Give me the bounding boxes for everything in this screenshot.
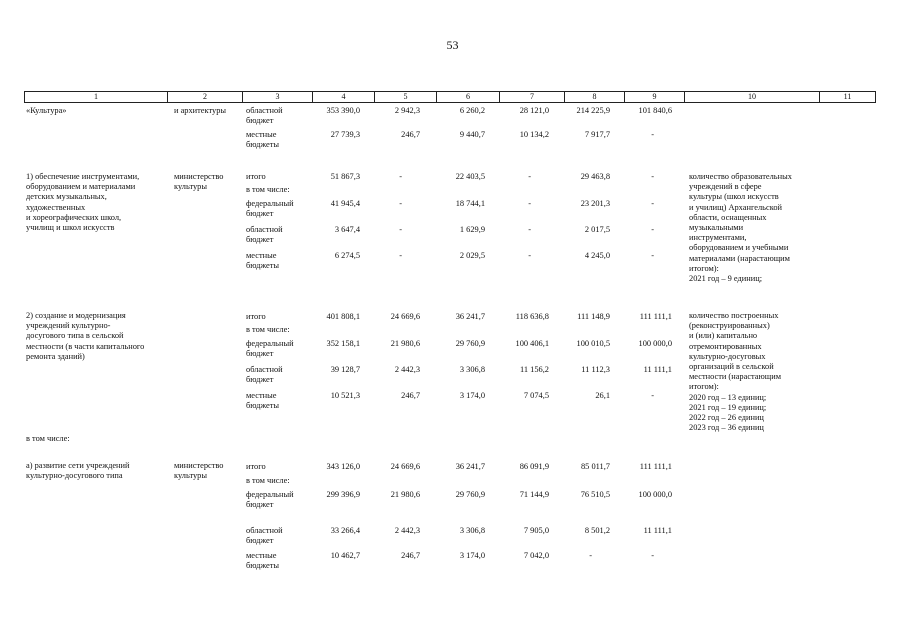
amount-cell: 111 111,1	[639, 312, 672, 321]
header-cell-1: 1	[25, 92, 168, 102]
row-title: 1) обеспечение инструментами,	[26, 172, 140, 181]
amount-cell: 29 760,9	[455, 339, 485, 348]
target-indicator: оборудованием и учебными	[689, 243, 789, 253]
target-indicator: и училищ) Архангельской	[689, 202, 783, 212]
amount-cell: 10 462,7	[330, 551, 360, 560]
target-indicator: области, оснащенных	[689, 212, 767, 222]
row-title: училищ и школ искусств	[26, 223, 115, 232]
target-indicator: и (или) капитально	[689, 331, 758, 341]
funding-source: местные	[246, 391, 277, 400]
funding-source: итого	[246, 172, 266, 181]
target-indicator: музыкальными	[689, 223, 744, 232]
funding-source: бюджеты	[246, 140, 280, 150]
amount-cell: 2 017,5	[584, 225, 610, 234]
page-number: 53	[446, 38, 459, 52]
amount-cell: 2 442,3	[394, 526, 420, 535]
funding-source: бюджеты	[246, 561, 280, 571]
amount-cell: 21 980,6	[390, 339, 420, 348]
amount-cell: -	[399, 199, 402, 208]
row-title: ремонта зданий)	[26, 351, 85, 361]
amount-cell: 8 501,2	[584, 526, 610, 535]
amount-cell: 26,1	[595, 391, 610, 400]
target-indicator: итогом):	[689, 382, 719, 392]
amount-cell: 23 201,3	[580, 199, 610, 208]
amount-cell: 39 128,7	[330, 365, 360, 374]
amount-cell: 24 669,6	[390, 462, 420, 471]
amount-cell: 11 111,1	[643, 526, 672, 535]
amount-cell: 100 010,5	[576, 339, 610, 348]
amount-cell: 36 241,7	[455, 462, 485, 471]
funding-source: бюджет	[246, 375, 274, 385]
header-cell-9: 9	[625, 92, 685, 102]
responsible-executor: культуры	[174, 471, 207, 481]
funding-source: итого	[246, 462, 266, 471]
amount-cell: 401 808,1	[326, 312, 360, 321]
amount-cell: -	[528, 251, 531, 260]
amount-cell: -	[651, 251, 654, 260]
row-title: учреждений культурно-	[26, 321, 111, 331]
amount-cell: 352 158,1	[326, 339, 360, 348]
amount-cell: 85 011,7	[580, 462, 610, 471]
amount-cell: 9 440,7	[459, 130, 485, 139]
header-cell-2: 2	[168, 92, 243, 102]
funding-source: областной	[246, 365, 283, 374]
amount-cell: 7 042,0	[523, 551, 549, 560]
funding-source: итого	[246, 312, 266, 321]
amount-cell: -	[651, 225, 654, 234]
amount-cell: 10 521,3	[330, 391, 360, 400]
funding-source: местные	[246, 130, 277, 139]
amount-cell: 51 867,3	[330, 172, 360, 181]
amount-cell: 21 980,6	[390, 490, 420, 499]
amount-cell: 7 074,5	[523, 391, 549, 400]
amount-cell: -	[528, 225, 531, 234]
target-indicator: учреждений в сфере	[689, 182, 762, 192]
target-indicator: 2020 год – 13 единиц;	[689, 392, 767, 402]
row-title: культурно-досугового типа	[26, 471, 123, 481]
amount-cell: 214 225,9	[576, 106, 610, 115]
row-title: художественных	[26, 202, 86, 212]
amount-cell: 7 905,0	[523, 526, 549, 535]
amount-cell: 100 406,1	[515, 339, 549, 348]
amount-cell: 11 111,1	[643, 365, 672, 374]
funding-source: бюджет	[246, 349, 274, 359]
amount-cell: 3 306,8	[459, 365, 485, 374]
amount-cell: 353 390,0	[326, 106, 360, 115]
target-indicator: 2021 год – 9 единиц;	[689, 274, 763, 283]
amount-cell: -	[589, 551, 592, 560]
amount-cell: 2 029,5	[459, 251, 485, 260]
amount-cell: -	[399, 225, 402, 234]
amount-cell: 27 739,3	[330, 130, 360, 139]
row-title: детских музыкальных,	[26, 192, 107, 202]
amount-cell: 41 945,4	[330, 199, 360, 208]
target-indicator: итогом):	[689, 263, 719, 273]
row-title: досугового типа в сельской	[26, 331, 124, 341]
funding-source: бюджет	[246, 209, 274, 219]
target-indicator: инструментами,	[689, 233, 747, 243]
amount-cell: 246,7	[401, 130, 420, 139]
row-title: местности (в части капитального	[26, 341, 145, 351]
amount-cell: 4 245,0	[584, 251, 610, 260]
amount-cell: 3 174,0	[459, 551, 485, 560]
target-indicator: количество построенных	[689, 311, 779, 320]
amount-cell: 76 510,5	[580, 490, 610, 499]
funding-source: федеральный	[246, 339, 294, 348]
row-title: в том числе:	[26, 434, 70, 443]
responsible-executor: министерство	[174, 461, 224, 470]
amount-cell: 24 669,6	[390, 312, 420, 321]
amount-cell: 29 463,8	[580, 172, 610, 181]
funding-source: федеральный	[246, 490, 294, 499]
header-cell-6: 6	[437, 92, 500, 102]
funding-source: бюджет	[246, 235, 274, 245]
target-indicator: 2023 год – 36 единиц	[689, 423, 764, 433]
target-indicator: культуры (школ искусств	[689, 192, 779, 202]
amount-cell: -	[651, 172, 654, 181]
amount-cell: 10 134,2	[519, 130, 549, 139]
header-cell-11: 11	[843, 92, 852, 101]
funding-source: местные	[246, 251, 277, 260]
amount-cell: 6 260,2	[459, 106, 485, 115]
amount-cell: -	[651, 551, 654, 560]
amount-cell: 3 306,8	[459, 526, 485, 535]
amount-cell: 118 636,8	[515, 312, 549, 321]
target-indicator: 2021 год – 19 единиц;	[689, 402, 767, 412]
amount-cell: 111 148,9	[577, 312, 610, 321]
amount-cell: 6 274,5	[334, 251, 360, 260]
target-indicator: организаций в сельской	[689, 362, 774, 371]
row-title: «Культура»	[26, 106, 67, 115]
amount-cell: 86 091,9	[519, 462, 549, 471]
amount-cell: 22 403,5	[455, 172, 485, 181]
funding-source: в том числе:	[246, 476, 290, 485]
funding-source: бюджет	[246, 116, 274, 126]
amount-cell: -	[528, 172, 531, 181]
funding-source: местные	[246, 551, 277, 560]
amount-cell: 100 000,0	[638, 490, 672, 499]
target-indicator: отремонтированных	[689, 341, 762, 351]
funding-source: бюджеты	[246, 401, 280, 411]
amount-cell: 246,7	[401, 551, 420, 560]
amount-cell: 11 112,3	[581, 365, 610, 374]
amount-cell: -	[651, 130, 654, 139]
row-title: и хореографических школ,	[26, 212, 122, 222]
amount-cell: 71 144,9	[519, 490, 549, 499]
amount-cell: 1 629,9	[459, 225, 485, 234]
header-cell-7: 7	[500, 92, 565, 102]
amount-cell: 2 442,3	[394, 365, 420, 374]
amount-cell: -	[399, 251, 402, 260]
funding-source: в том числе:	[246, 185, 290, 194]
target-indicator: 2022 год – 26 единиц	[689, 413, 764, 422]
amount-cell: -	[528, 199, 531, 208]
header-cell-5: 5	[375, 92, 437, 102]
amount-cell: 33 266,4	[330, 526, 360, 535]
amount-cell: 101 840,6	[638, 106, 672, 115]
target-indicator: местности (нарастающим	[689, 372, 782, 382]
header-cell-3: 3	[243, 92, 313, 102]
amount-cell: 11 156,2	[519, 365, 549, 374]
funding-source: бюджет	[246, 536, 274, 546]
responsible-executor: и архитектуры	[174, 106, 227, 115]
amount-cell: 28 121,0	[519, 106, 549, 115]
amount-cell: 299 396,9	[326, 490, 360, 499]
amount-cell: 3 647,4	[334, 225, 360, 234]
target-indicator: культурно-досуговых	[689, 351, 766, 361]
funding-source: областной	[246, 526, 283, 535]
funding-source: областной	[246, 106, 283, 115]
table-header-row	[24, 91, 876, 103]
row-title: оборудованием и материалами	[26, 182, 136, 192]
amount-cell: 111 111,1	[639, 462, 672, 471]
row-title: 2) создание и модернизация	[26, 311, 126, 320]
header-cell-4: 4	[313, 92, 375, 102]
responsible-executor: культуры	[174, 182, 207, 192]
amount-cell: 343 126,0	[326, 462, 360, 471]
amount-cell: 29 760,9	[455, 490, 485, 499]
amount-cell: 246,7	[401, 391, 420, 400]
amount-cell: 36 241,7	[455, 312, 485, 321]
amount-cell: -	[399, 172, 402, 181]
amount-cell: 18 744,1	[455, 199, 485, 208]
funding-source: бюджеты	[246, 261, 280, 271]
funding-source: в том числе:	[246, 325, 290, 334]
amount-cell: 100 000,0	[638, 339, 672, 348]
responsible-executor: министерство	[174, 172, 224, 181]
amount-cell: 2 942,3	[394, 106, 420, 115]
amount-cell: -	[651, 391, 654, 400]
target-indicator: (реконструированных)	[689, 321, 770, 331]
header-cell-8: 8	[565, 92, 625, 102]
funding-source: областной	[246, 225, 283, 234]
header-cell-10: 10	[685, 92, 820, 102]
amount-cell: 3 174,0	[459, 391, 485, 400]
amount-cell: -	[651, 199, 654, 208]
target-indicator: материалами (нарастающим	[689, 253, 790, 263]
target-indicator: количество образовательных	[689, 172, 792, 181]
funding-source: бюджет	[246, 500, 274, 510]
amount-cell: 7 917,7	[584, 130, 610, 139]
row-title: а) развитие сети учреждений	[26, 461, 130, 470]
funding-source: федеральный	[246, 199, 294, 208]
